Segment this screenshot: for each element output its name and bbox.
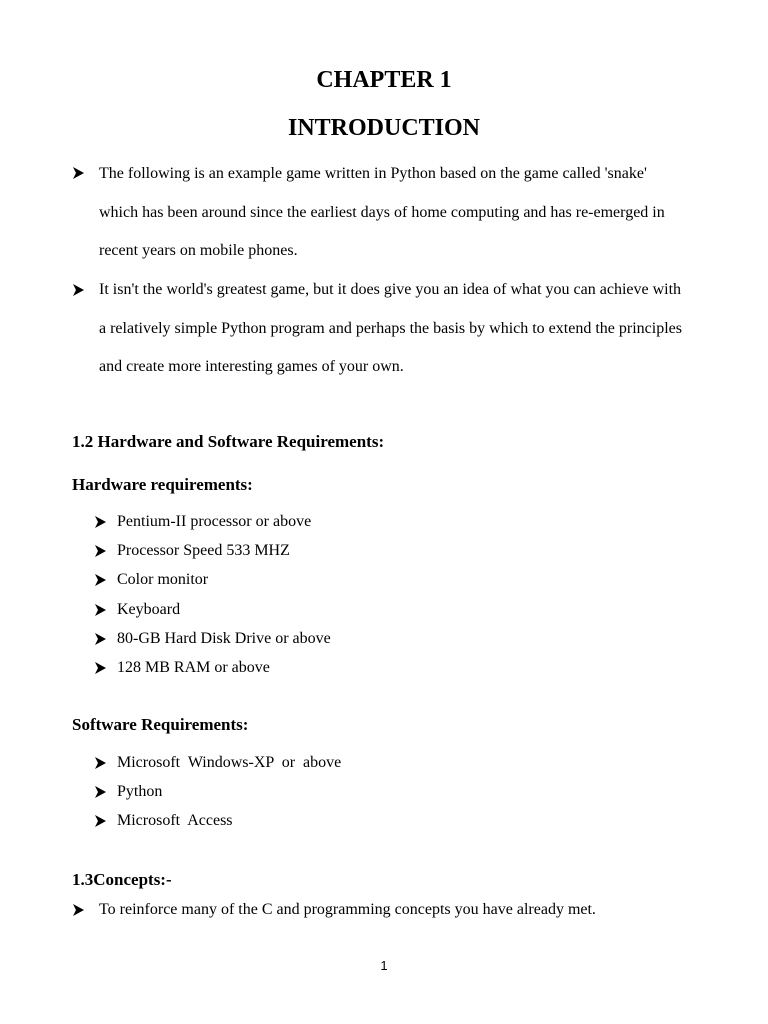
arrowhead-bullet-icon bbox=[94, 572, 110, 588]
software-requirements-list bbox=[94, 754, 341, 842]
arrowhead-bullet-icon bbox=[94, 813, 110, 829]
intro-paragraph-1 bbox=[99, 155, 699, 271]
arrowhead-bullet-icon bbox=[72, 165, 88, 181]
list-item bbox=[94, 812, 341, 841]
list-item-text: Microsoft Windows-XP or above bbox=[117, 754, 342, 771]
section-heading-1-3: 1.3Concepts:- bbox=[72, 870, 172, 889]
list-item-text: 128 MB RAM or above bbox=[117, 658, 270, 676]
arrowhead-bullet-icon bbox=[94, 543, 110, 559]
text-line: The following is an example game written in Python based on the game called 'snake' bbox=[99, 165, 647, 182]
list-item bbox=[94, 513, 331, 542]
software-requirements-heading: Software Requirements: bbox=[72, 715, 249, 734]
hardware-requirements-list bbox=[94, 513, 331, 688]
list-item-text: Pentium-II processor or above bbox=[117, 513, 312, 530]
chapter-number: CHAPTER 1 bbox=[316, 67, 452, 93]
concepts-bullet-text: To reinforce many of the C and programming concepts you have already met. bbox=[99, 901, 596, 918]
list-item-text: Color monitor bbox=[117, 571, 209, 589]
arrowhead-bullet-icon bbox=[94, 602, 110, 618]
list-item bbox=[94, 783, 341, 812]
list-item bbox=[94, 601, 331, 630]
text-line: which has been around since the earliest days of home computing and has re-emerged in bbox=[99, 203, 665, 221]
list-item bbox=[94, 659, 331, 688]
list-item-text: Keyboard bbox=[117, 600, 181, 618]
list-item-text: Processor Speed 533 MHZ bbox=[117, 542, 290, 560]
page-number: 1 bbox=[380, 958, 388, 973]
text-line: a relatively simple Python program and perhaps the basis by which to extend the principles bbox=[99, 319, 682, 337]
arrowhead-bullet-icon bbox=[72, 282, 88, 298]
list-item-text: Microsoft Access bbox=[117, 812, 233, 830]
arrowhead-bullet-icon bbox=[94, 660, 110, 676]
section-heading-1-2: 1.2 Hardware and Software Requirements: bbox=[72, 432, 385, 451]
hardware-requirements-heading: Hardware requirements: bbox=[72, 475, 253, 494]
chapter-title: INTRODUCTION bbox=[287, 115, 481, 141]
arrowhead-bullet-icon bbox=[94, 514, 110, 530]
arrowhead-bullet-icon bbox=[94, 755, 110, 771]
list-item bbox=[94, 754, 341, 783]
text-line: and create more interesting games of your own. bbox=[99, 358, 404, 376]
arrowhead-bullet-icon bbox=[94, 784, 110, 800]
list-item bbox=[94, 571, 331, 600]
intro-paragraph-2 bbox=[99, 271, 699, 387]
arrowhead-bullet-icon bbox=[72, 902, 88, 918]
text-line: It isn't the world's greatest game, but it does give you an idea of what you can achieve with bbox=[99, 281, 682, 298]
list-item-text: Python bbox=[117, 783, 163, 801]
text-line: recent years on mobile phones. bbox=[99, 242, 298, 260]
list-item bbox=[94, 542, 331, 571]
list-item bbox=[94, 630, 331, 659]
arrowhead-bullet-icon bbox=[94, 631, 110, 647]
list-item-text: 80-GB Hard Disk Drive or above bbox=[117, 629, 331, 647]
